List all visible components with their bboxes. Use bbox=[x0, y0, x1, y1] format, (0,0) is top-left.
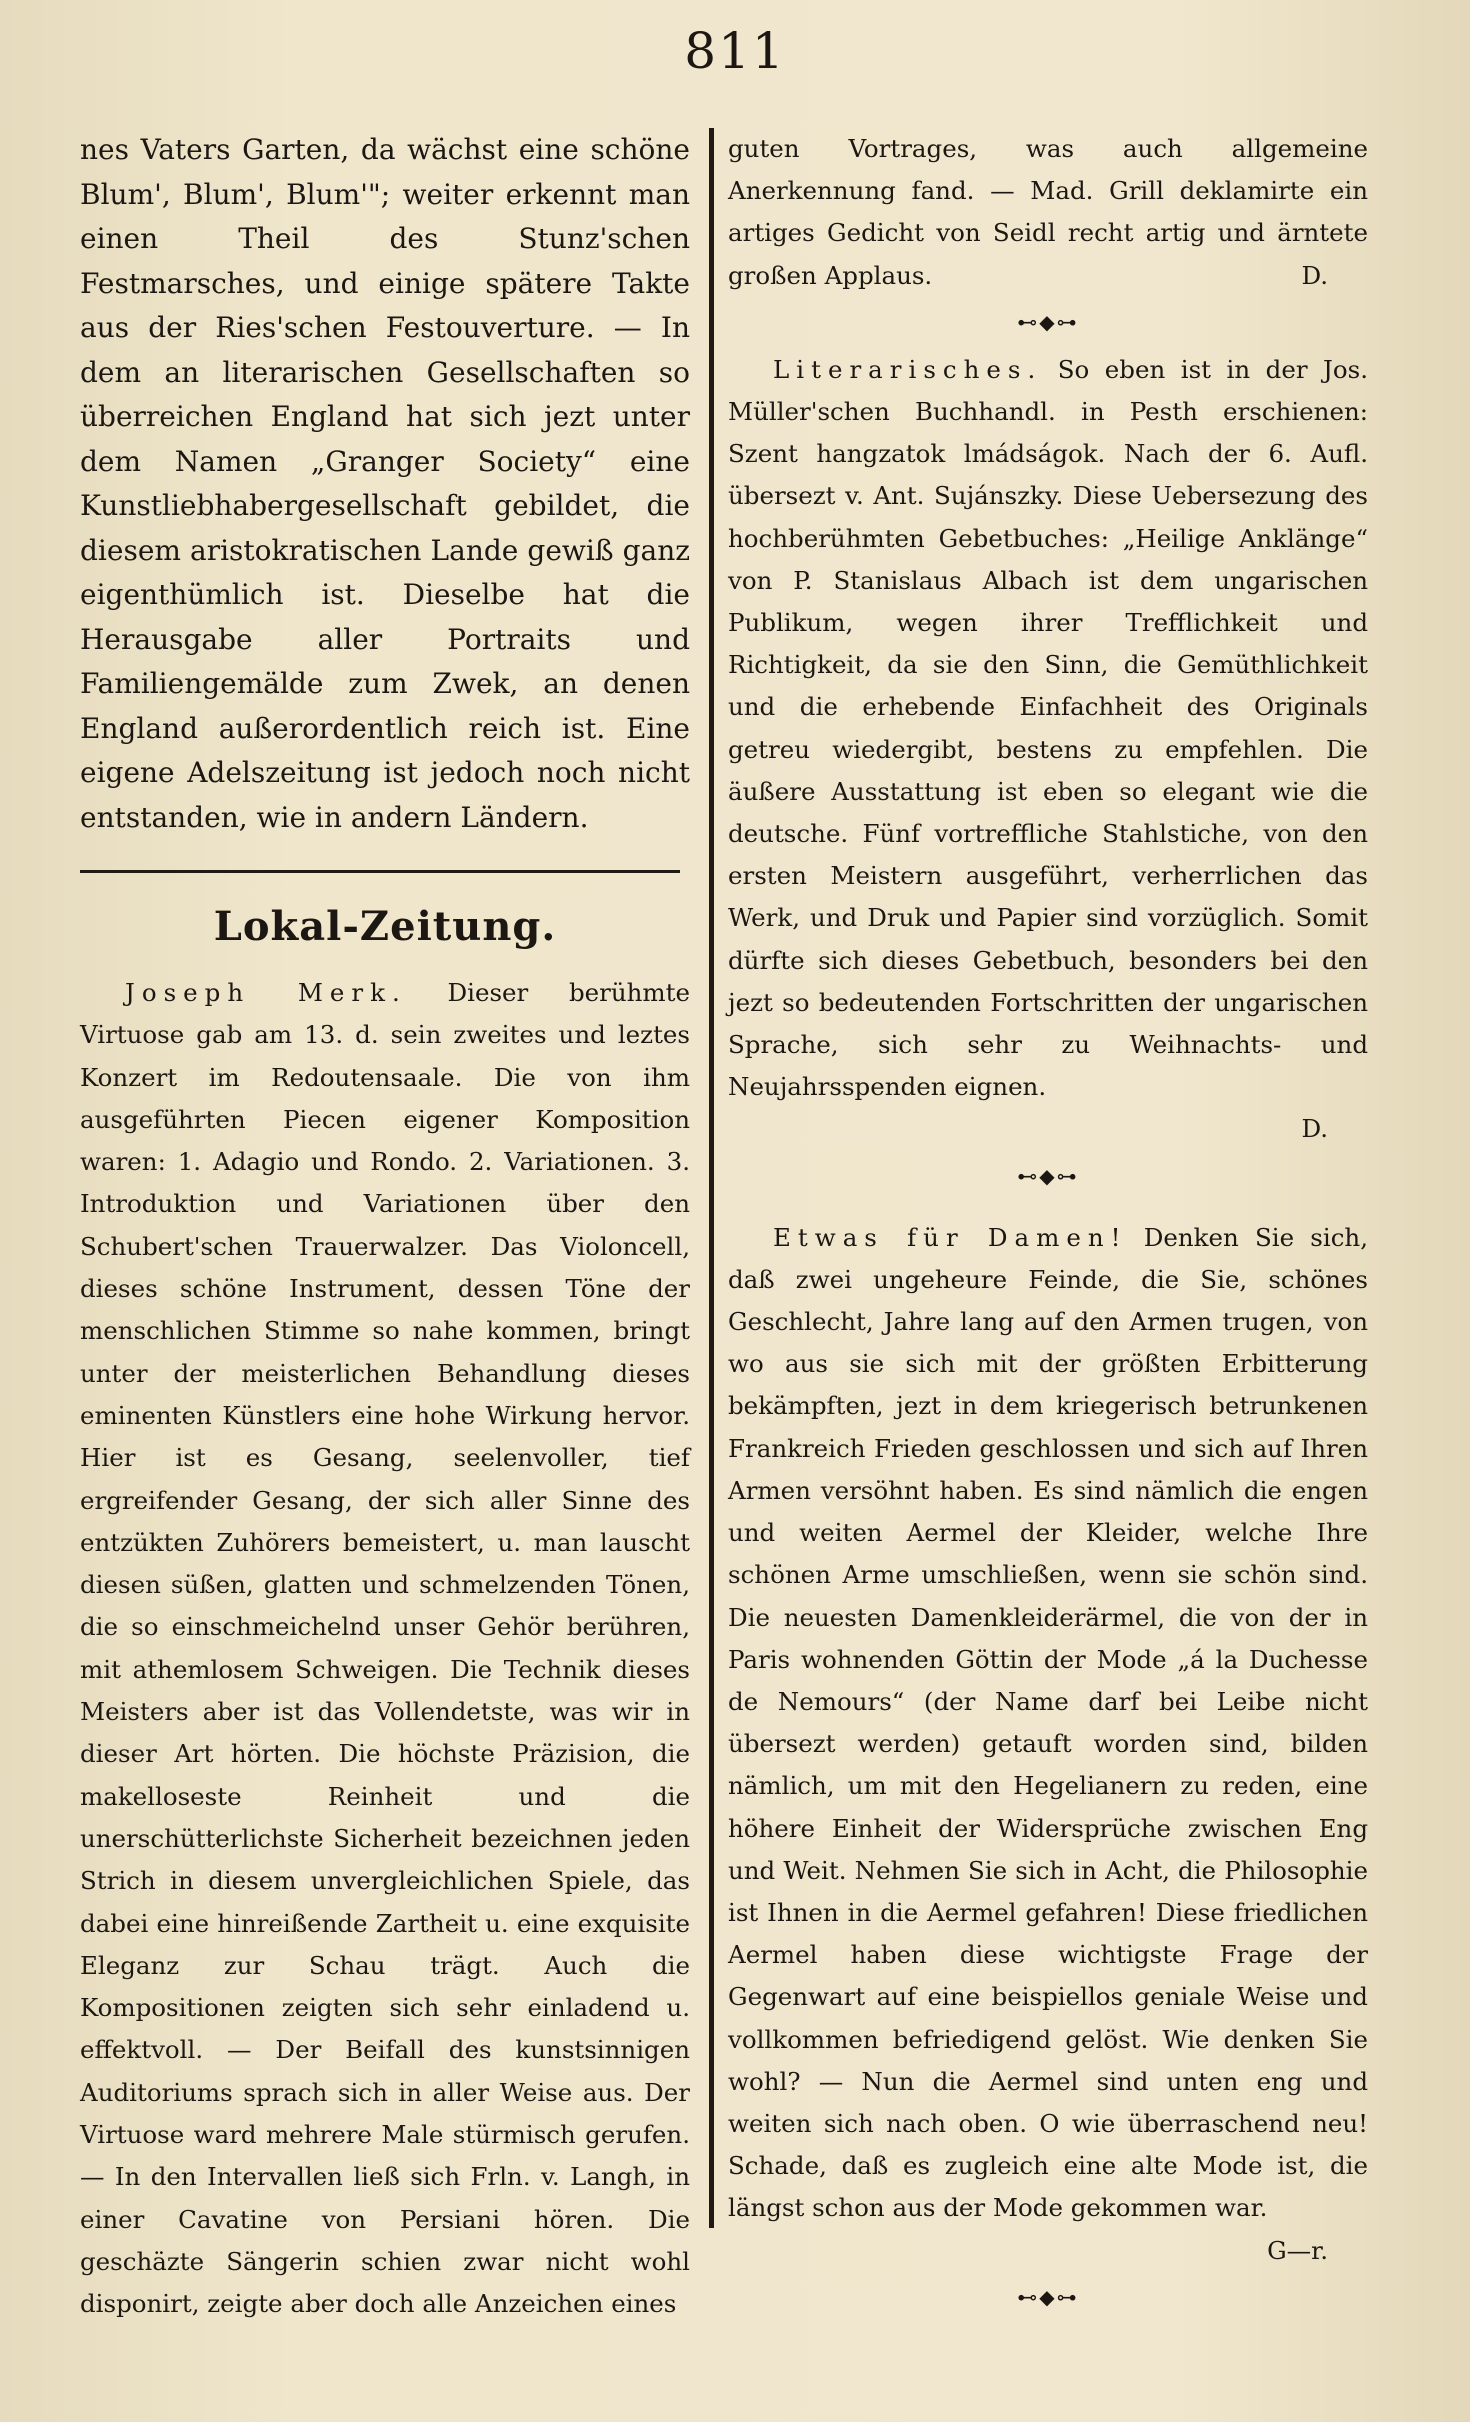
article-title-literarisches: Literarisches. bbox=[773, 354, 1043, 384]
article-body-damen: Denken Sie sich, daß zwei ungeheure Feinde, die Sie, schönes Geschlecht, Jahre lang auf den Armen trugen, von wo aus sie sich mit der größten Erbitterung bekämpften, jezt in dem kriegerisch betrunkenen Frankreich Frieden geschlossen und sich auf Ihren Armen versöhnt haben. Es sind nämlich die engen und weiten Aermel der Kleider, welche Ihre schönen Arme umschließen, wenn sie schön sind. Die neuesten Damenkleiderärmel, die von der in Paris wohnenden Göttin der Mode „á la Duchesse de Nemours“ (der Name darf bei Leibe nicht übersezt werden) getauft worden sind, bilden nämlich, um mit den Hegelianern zu reden, eine höhere Einheit der Widersprüche zwischen Eng und Weit. Nehmen Sie sich in Acht, die Philosophie ist Ihnen in die Aermel gefahren! Diese friedlichen Aermel haben diese wichtigste Frage der Gegenwart auf eine beispiellos geniale Weise und vollkommen befriedigend gelöst. Wie denken Sie wohl? — Nun die Aermel sind unten eng und weiten sich nach oben. O wie überraschend neu! Schade, daß es zugleich eine alte Mode ist, die längst schon aus der Mode gekommen war. bbox=[728, 1222, 1368, 2223]
section-rule bbox=[80, 870, 680, 873]
signature: D. bbox=[1301, 260, 1328, 290]
article-body-merk: Dieser berühmte Virtuose gab am 13. d. sein zweites und leztes Konzert im Redoutensaale. Die von ihm ausgeführten Piecen eigener Komposition waren: 1. Adagio und Rondo. 2. Variationen. 3. Introduktion und Variationen über den Schubert'schen Trauerwalzer. Das Violoncell, dieses schöne Instrument, dessen Töne der menschlichen Stimme so nahe kommen, bringt unter der meisterlichen Behandlung dieses eminenten Künstlers eine hohe Wirkung hervor. Hier ist es Gesang, seelenvoller, tief ergreifender Gesang, der sich aller Sinne des entzükten Zuhörers bemeistert, u. man lauscht diesen süßen, glatten und schmelzenden Tönen, die so einschmeichelnd unser Gehör berühren, mit athemlosem Schweigen. Die Technik dieses Meisters aber ist das Vollendetste, was wir in dieser Art hörten. Die höchste Präzision, die makelloseste Reinheit und die unerschütterlichste Sicherheit bezeichnen jeden Strich in diesem unvergleichlichen Spiele, das dabei eine hinreißende Zartheit u. eine exquisite Eleganz zur Schau trägt. Auch die Kompositionen zeigten sich sehr einladend u. effektvoll. — Der Beifall des kunstsinnigen Auditoriums sprach sich in aller Weise aus. Der Virtuose ward mehrere Male stürmisch gerufen. — In den Intervallen ließ sich Frln. v. Langh, in einer Cavatine von Persiani hören. Die geschäzte Sängerin schien zwar nicht wohl disponirt, zeigte aber doch alle Anzeichen eines bbox=[80, 978, 691, 2319]
ornament-divider: ⊷◆⊶ bbox=[1017, 309, 1079, 334]
article-literarisches bbox=[728, 349, 1368, 1109]
column-divider bbox=[709, 128, 714, 2228]
continuation-body: guten Vortrages, was auch allgemeine Anerkennung fand. — Mad. Grill deklamirte ein artiges Gedicht von Seidl recht artig und ärntete großen Applaus. bbox=[728, 134, 1368, 290]
article-continuation-right bbox=[728, 128, 1368, 297]
ornament-divider: ⊷◆⊶ bbox=[1017, 1163, 1079, 1188]
article-title-damen: Etwas für Damen! bbox=[773, 1222, 1128, 1252]
article-etwas-fuer-damen bbox=[728, 1217, 1368, 2230]
section-heading: Lokal-Zeitung. bbox=[213, 903, 557, 950]
page-number: 811 bbox=[684, 22, 786, 80]
left-column bbox=[80, 128, 690, 2326]
article-continuation-left: nes Vaters Garten, da wächst eine schöne Blum', Blum', Blum'"; weiter erkennt man einen Theil des Stunz'schen Festmarsches, und einige spätere Takte aus der Ries'schen Festouverture. — In dem an literarischen Gesellschaften so überreichen England hat sich jezt unter dem Namen „Granger Society“ eine Kunstliebhabergesellschaft gebildet, die diesem aristokratischen Lande gewiß ganz eigenthümlich ist. Dieselbe hat die Herausgabe aller Portraits und Familiengemälde zum Zwek, an denen England außerordentlich reich ist. Eine eigene Adelszeitung ist jedoch noch nicht entstanden, wie in andern Ländern. bbox=[80, 133, 690, 834]
signature: G—r. bbox=[1267, 2235, 1328, 2265]
article-joseph-merk bbox=[80, 972, 690, 2326]
signature: D. bbox=[1301, 1114, 1328, 1144]
right-column bbox=[728, 128, 1368, 2324]
article-title-merk: Joseph Merk. bbox=[125, 978, 407, 1007]
article-body-literarisches: So eben ist in der Jos. Müller'schen Buchhandl. in Pesth erschienen: Szent hangzatok lmádságok. Nach der 6. Aufl. übersezt v. Ant. Sujánszky. Diese Uebersezung des hochberühmten Gebetbuches: „Heilige Anklänge“ von P. Stanislaus Albach ist dem ungarischen Publikum, wegen ihrer Trefflichkeit und Richtigkeit, da sie den Sinn, die Gemüthlichkeit und die erhebende Einfachheit des Originals getreu wiedergibt, bestens zu empfehlen. Die äußere Ausstattung ist eben so elegant wie die deutsche. Fünf vortreffliche Stahlstiche, von den ersten Meistern ausgeführt, verherrlichen das Werk, und Druk und Papier sind vorzüglich. Somit dürfte sich dieses Gebetbuch, besonders bei den jezt so bedeutenden Fortschritten der ungarischen Sprache, sich sehr zu Weihnachts- und Neujahrsspenden eignen. bbox=[728, 354, 1368, 1102]
ornament-divider: ⊷◆⊶ bbox=[1017, 2284, 1079, 2309]
